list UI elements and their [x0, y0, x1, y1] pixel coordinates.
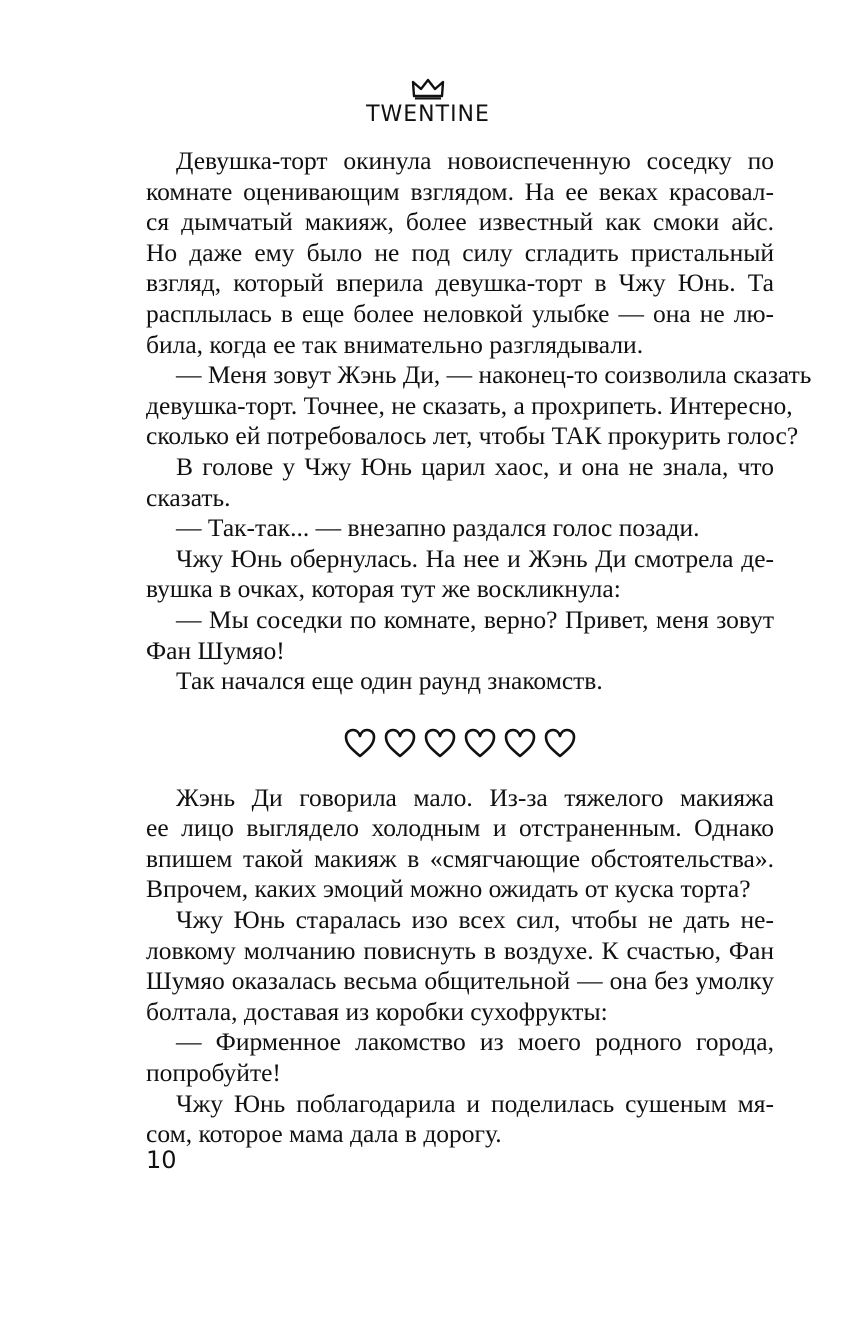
text-line: Впрочем, каких эмоций можно ожидать от куска торта?	[146, 874, 751, 904]
paragraph	[146, 1027, 774, 1088]
text-line: Чжу Юнь старалась изо всех сил, чтобы не дать не-	[176, 905, 774, 935]
text-line: била, когда ее так внимательно разглядывали.	[146, 329, 644, 359]
text-line: Девушка-торт окинула новоиспеченную соседку по	[176, 146, 774, 175]
text-line: Чжу Юнь поблагодарила и поделилась сушеным мя-	[176, 1088, 774, 1118]
heart-icon	[383, 727, 417, 759]
text-line: девушка-торт. Точнее, не сказать, а прохрипеть. Интересно,	[146, 390, 793, 420]
paragraph	[146, 146, 774, 360]
page-number: 10	[146, 1146, 177, 1174]
heart-icon	[463, 727, 497, 759]
paragraph	[146, 513, 774, 544]
text-line: болтала, доставая из коробки сухофрукты:	[146, 996, 608, 1026]
text-line: сом, которое мама дала в дорогу.	[146, 1119, 502, 1149]
text-line: Жэнь Ди говорила мало. Из-за тяжелого макияжа	[176, 782, 774, 812]
text-line: ловкому молчанию повиснуть в воздухе. К счастью, Фан	[146, 935, 774, 965]
text-line: Но даже ему было не под силу сгладить пристальный	[146, 237, 774, 267]
section-1	[146, 146, 812, 697]
paragraph	[146, 666, 774, 697]
paragraph	[146, 360, 812, 452]
brand-name: TWENTINE	[366, 102, 490, 127]
heart-icon	[423, 727, 457, 759]
paragraph	[146, 605, 774, 666]
text-line: — Меня зовут Жэнь Ди, — наконец-то соизволила сказать	[176, 360, 812, 390]
paragraph	[146, 544, 774, 605]
text-line: сказать.	[146, 482, 231, 512]
heart-icon	[503, 727, 537, 759]
running-header	[0, 78, 856, 127]
text-line: взгляд, который вперила девушка-торт в Чжу Юнь. Та	[146, 268, 774, 298]
crown-icon	[411, 78, 445, 100]
text-line: ся дымчатый макияж, более известный как смоки айс.	[146, 207, 774, 237]
text-line: Фан Шумяо!	[146, 635, 285, 665]
section-2	[146, 783, 774, 1150]
text-line: В голове у Чжу Юнь царил хаос, и она не знала, что	[176, 451, 774, 481]
text-line: ее лицо выглядело холодным и отстраненным. Однако	[146, 813, 774, 843]
text-line: — Мы соседки по комнате, верно? Привет, меня зовут	[176, 604, 774, 634]
text-line: впишем такой макияж в «смягчающие обстоятельства».	[146, 843, 774, 873]
heart-icon	[343, 727, 377, 759]
text-line: расплылась в еще более неловкой улыбке — она не лю-	[146, 298, 774, 328]
text-line: Шумяо оказалась весьма общительной — она без умолку	[146, 966, 774, 996]
text-line: — Так-так... — внезапно раздался голос позади.	[176, 513, 700, 543]
paragraph	[146, 905, 774, 1027]
text-line: комнате оценивающим взглядом. На ее веках красовал-	[146, 176, 774, 206]
paragraph	[146, 1089, 774, 1150]
text-line: сколько ей потребовалось лет, чтобы ТАК прокурить голос?	[146, 421, 799, 451]
paragraph	[146, 452, 774, 513]
text-line: — Фирменное лакомство из моего родного города,	[176, 1027, 774, 1057]
text-line: вушка в очках, которая тут же воскликнула:	[146, 574, 621, 604]
heart-icon	[543, 727, 577, 759]
text-line: попробуйте!	[146, 1058, 281, 1088]
heart-divider	[146, 723, 774, 763]
paragraph	[146, 783, 774, 905]
body-text	[146, 146, 812, 1150]
text-line: Так начался еще один раунд знакомств.	[176, 666, 603, 696]
text-line: Чжу Юнь обернулась. На нее и Жэнь Ди смотрела де-	[176, 543, 774, 573]
